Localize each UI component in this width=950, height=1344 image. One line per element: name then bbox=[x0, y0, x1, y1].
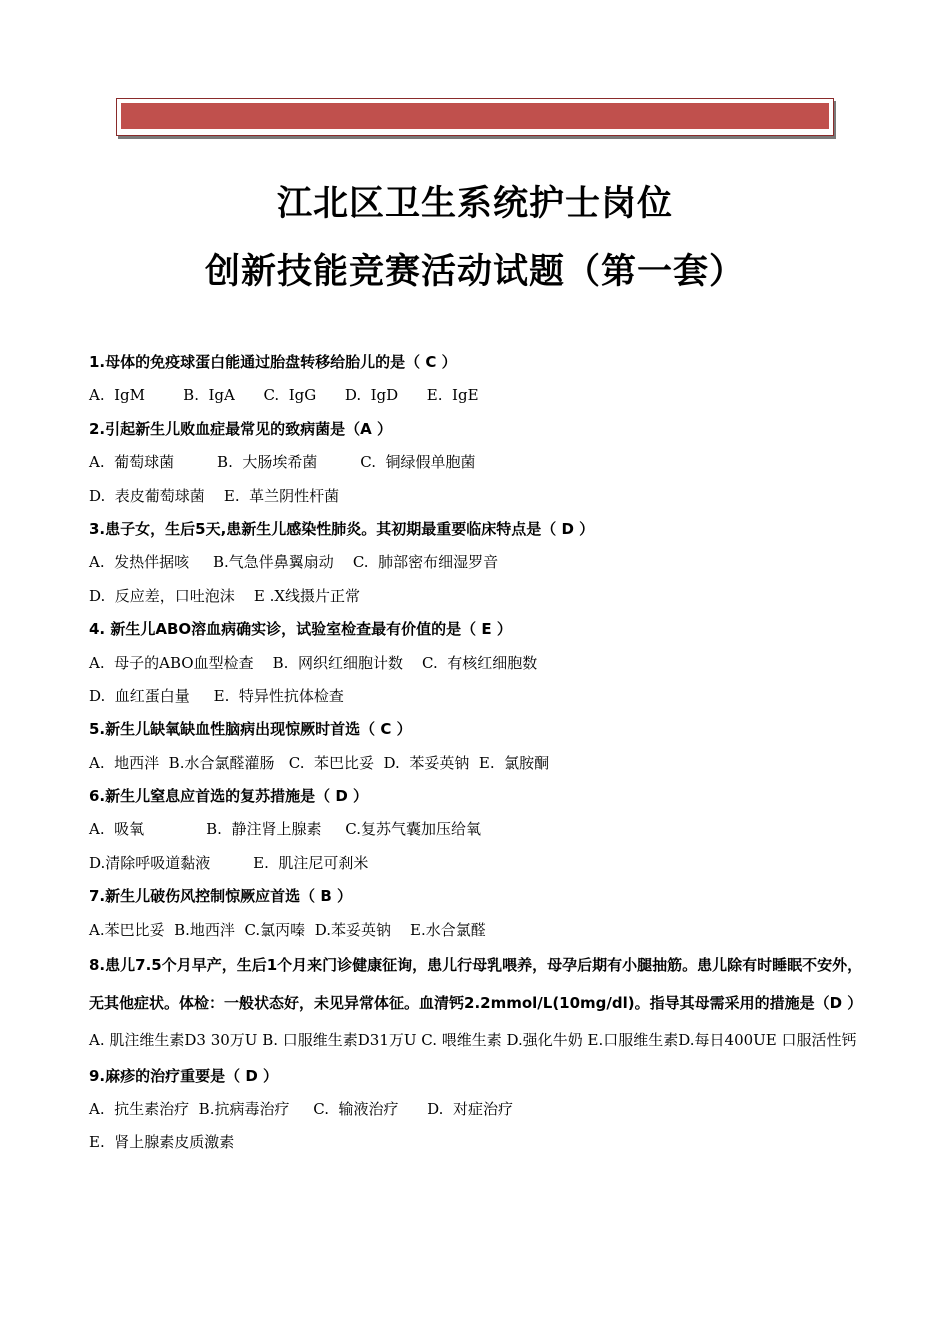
question-5: 5.新生儿缺氧缺血性脑病出现惊厥时首选（ C ） bbox=[89, 720, 412, 739]
question-4: 4. 新生儿ABO溶血病确实诊，试验室检查最有价值的是（ E ） bbox=[89, 620, 512, 639]
question-6: 6.新生儿窒息应首选的复苏措施是（ D ） bbox=[89, 787, 369, 806]
question-7: 7.新生儿破伤风控制惊厥应首选（ B ） bbox=[89, 887, 353, 906]
question-6-options-row-1: A. 吸氧 B. 静注肾上腺素 C.复苏气囊加压给氧 bbox=[89, 820, 482, 839]
question-9-options-row-2: E. 肾上腺素皮质激素 bbox=[89, 1133, 235, 1152]
question-8: 8.患儿7.5个月早产，生后1个月来门诊健康征询，患儿行母乳喂养，母孕后期有小腿抽筋。患儿除有时睡眠不安外，无其他症状。体检：一般状态好，未见异常体征。血清钙2.2mmol/L(10mg/dl)。指导其母需采用的措施是（D ） bbox=[89, 956, 863, 1012]
question-2-options-row-1: A. 葡萄球菌 B. 大肠埃希菌 C. 铜绿假单胞菌 bbox=[89, 453, 476, 472]
header-banner-fill bbox=[121, 103, 829, 129]
question-2: 2.引起新生儿败血症最常见的致病菌是（A ） bbox=[89, 419, 392, 438]
header-banner bbox=[116, 98, 834, 136]
question-9: 9.麻疹的治疗重要是（ D ） bbox=[89, 1066, 279, 1085]
question-4-options-row-2: D. 血红蛋白量 E. 特异性抗体检查 bbox=[89, 686, 344, 705]
question-3-options-row-1: A. 发热伴据咳 B.气急伴鼻翼扇动 C. 肺部密布细湿罗音 bbox=[89, 553, 499, 572]
question-2-options-row-2: D. 表皮葡萄球菌 E. 革兰阴性杆菌 bbox=[89, 486, 340, 505]
question-8-options: A. 肌注维生素D3 30万U B. 口服维生素D31万U C. 喂维生素 D.强化牛奶 E.口服维生素D.每日400UE 口服活性钙 bbox=[89, 1031, 857, 1050]
question-3-options-row-2: D. 反应差，口吐泡沫 E .X线摄片正常 bbox=[89, 586, 361, 605]
question-list bbox=[89, 346, 869, 1160]
title-line-1: 江北区卫生系统护士岗位 bbox=[276, 184, 673, 224]
question-4-options-row-1: A. 母子的ABO血型检查 B. 网织红细胞计数 C. 有核红细胞数 bbox=[89, 653, 538, 672]
question-1: 1.母体的免疫球蛋白能通过胎盘转移给胎儿的是（ C ） bbox=[89, 353, 457, 371]
title-line-2: 创新技能竞赛活动试题（第一套） bbox=[204, 252, 745, 292]
question-7-options: A.苯巴比妥 B.地西泮 C.氯丙嗪 D.苯妥英钠 E.水合氯醛 bbox=[89, 920, 486, 939]
question-9-options-row-1: A. 抗生素治疗 B.抗病毒治疗 C. 输液治疗 D. 对症治疗 bbox=[89, 1099, 513, 1118]
question-5-options: A. 地西泮 B.水合氯醛灌肠 C. 苯巴比妥 D. 苯妥英钠 E. 氯胺酮 bbox=[89, 753, 550, 772]
question-6-options-row-2: D.清除呼吸道黏液 E. 肌注尼可刹米 bbox=[89, 853, 369, 872]
question-3: 3.患子女，生后5天,患新生儿感染性肺炎。其初期最重要临床特点是（ D ） bbox=[89, 519, 595, 538]
question-1-options: A. IgM B. IgA C. IgG D. IgD E. IgE bbox=[89, 386, 479, 405]
